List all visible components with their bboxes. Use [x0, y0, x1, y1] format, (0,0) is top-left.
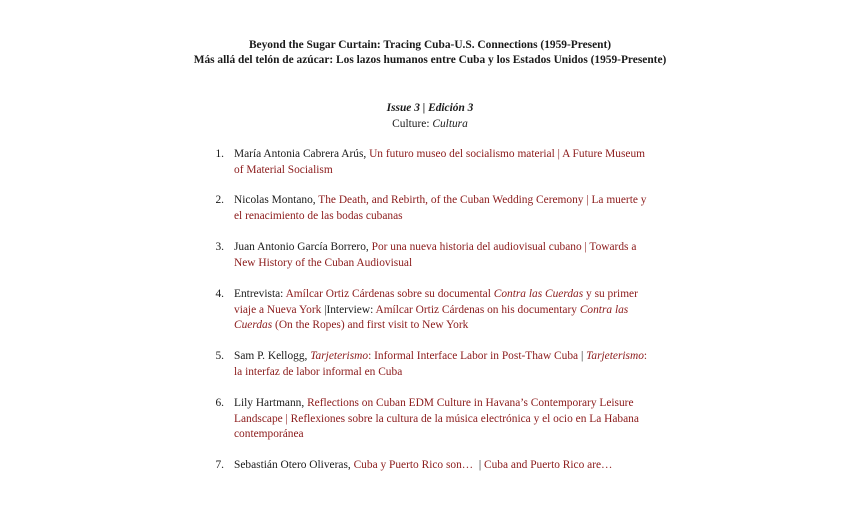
title-english: Beyond the Sugar Curtain: Tracing Cuba-U.S. Connections (1959-Present)	[248, 39, 612, 51]
issue-block	[180, 100, 680, 132]
entry-author: Juan Antonio García Borrero,	[234, 241, 372, 253]
entry-author: Sebastián Otero Oliveras,	[234, 459, 354, 471]
entry-text	[234, 287, 656, 334]
entry-separator: |	[578, 350, 587, 362]
theme-prefix: Culture:	[392, 118, 433, 130]
link-text: Amílcar Ortiz Cárdenas on his documentary	[375, 303, 580, 316]
entry-number: 6.	[215, 397, 224, 409]
document-header	[180, 38, 680, 68]
link-text: Amílcar Ortiz Cárdenas sobre su documental	[285, 288, 494, 300]
entry-text	[234, 349, 656, 380]
entry-number: 4.	[215, 288, 224, 300]
term-italic: Tarjeterismo	[586, 350, 644, 362]
entry-text	[234, 193, 656, 224]
entry-title-link[interactable]: Un futuro museo del socialismo material | A Future Museum of Material Socialism	[234, 148, 646, 176]
entry-separator: |	[473, 459, 485, 471]
link-text: y su primer viaje a Nueva York	[234, 288, 638, 316]
entry-text	[234, 240, 656, 271]
link-text: (On the Ropes) and first visit to New York	[272, 319, 469, 331]
entry-author: Sam P. Kellogg,	[234, 350, 311, 362]
entry-number: 3.	[215, 241, 224, 253]
term-italic: Tarjeterismo	[310, 350, 369, 362]
entry-title-link-en[interactable]	[310, 350, 578, 362]
link-text: : Informal Interface Labor in Post-Thaw Cuba	[368, 350, 579, 362]
link-text: : la interfaz de labor informal en Cuba	[234, 350, 648, 378]
title-spanish: Más allá del telón de azúcar: Los lazos humanos entre Cuba y los Estados Unidos (1959-Presente)	[193, 54, 667, 66]
entry-title-link[interactable]: Por una nueva historia del audiovisual cubano | Towards a New History of the Cuban Audiovisual	[234, 241, 637, 269]
entry-text	[234, 458, 656, 474]
entry-author: Lily Hartmann,	[234, 397, 308, 409]
entry-text	[234, 147, 656, 178]
entry-author: Nicolas Montano,	[234, 194, 319, 206]
entry-title-link[interactable]: The Death, and Rebirth, of the Cuban Wedding Ceremony | La muerte y el renacimiento de las bodas cubanas	[234, 194, 647, 222]
theme-spanish: Cultura	[432, 118, 468, 130]
entry-number: 7.	[215, 459, 224, 471]
film-title: Contra las Cuerdas	[493, 288, 584, 300]
issue-theme	[180, 116, 680, 132]
entry-prefix: Entrevista:	[234, 288, 286, 300]
entry-number: 1.	[215, 148, 224, 160]
film-title: Contra las Cuerdas	[234, 303, 629, 331]
entry-title-link[interactable]: Reflections on Cuban EDM Culture in Havana’s Contemporary Leisure Landscape | Reflexiones sobre la cultura de la música electrónica y el ocio en La Habana contemporánea	[234, 397, 639, 440]
entry-author: María Antonia Cabrera Arús,	[234, 148, 370, 160]
entry-number: 5.	[215, 350, 224, 362]
entry-number: 2.	[215, 194, 224, 206]
entry-title-link-en[interactable]: Cuba and Puerto Rico are…	[484, 459, 613, 471]
entry-title-link-es[interactable]: Cuba y Puerto Rico son…	[353, 459, 474, 471]
entry-separator: |Interview:	[321, 303, 376, 316]
issue-label: Issue 3 | Edición 3	[386, 102, 474, 114]
entry-text	[234, 396, 656, 443]
